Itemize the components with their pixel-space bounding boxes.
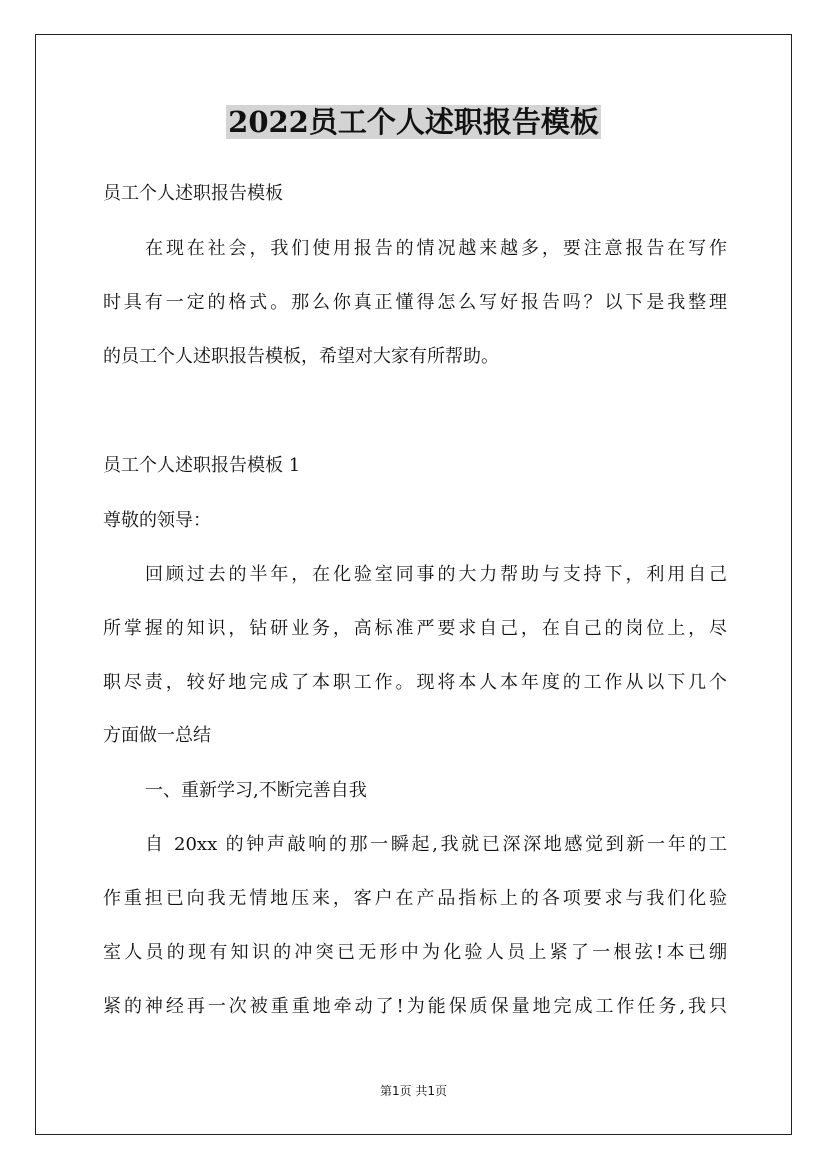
document-subtitle: 员工个人述职报告模板 <box>103 183 283 204</box>
page-number-text: 第1页 共1页 <box>379 1084 448 1098</box>
page-footer <box>0 1082 827 1100</box>
point-heading: 一、重新学习,不断完善自我 <box>145 780 367 801</box>
salutation: 尊敬的领导： <box>103 510 211 531</box>
intro-line-3: 的员工个人述职报告模板，希望对大家有所帮助。 <box>103 346 499 367</box>
intro-line-2: 时具有一定的格式。那么你真正懂得怎么写好报告吗？以下是我整理 <box>103 292 727 313</box>
body-para1-line-2: 所掌握的知识，钻研业务，高标准严要求自己，在自己的岗位上，尽 <box>103 618 727 639</box>
body-para2-line-3: 室人员的现有知识的冲突已无形中为化验人员上紧了一根弦!本已绷 <box>103 942 727 963</box>
body-para2-line-1: 自 20xx 的钟声敲响的那一瞬起,我就已深深地感觉到新一年的工 <box>145 834 727 855</box>
body-para1-line-1: 回顾过去的半年，在化验室同事的大力帮助与支持下，利用自己 <box>145 564 727 585</box>
body-para1-line-4: 方面做一总结 <box>103 725 211 746</box>
body-para1-line-3: 职尽责，较好地完成了本职工作。现将本人本年度的工作从以下几个 <box>103 672 727 693</box>
body-para2-line-2: 作重担已向我无情地压来，客户在产品指标上的各项要求与我们化验 <box>103 888 727 909</box>
document-title <box>0 100 827 144</box>
intro-line-1: 在现在社会，我们使用报告的情况越来越多，要注意报告在写作 <box>145 238 727 259</box>
section-heading: 员工个人述职报告模板 1 <box>103 455 301 476</box>
body-para2-line-4: 紧的神经再一次被重重地牵动了!为能保质保量地完成工作任务,我只 <box>103 996 727 1017</box>
document-title-text: 2022员工个人述职报告模板 <box>228 105 599 139</box>
